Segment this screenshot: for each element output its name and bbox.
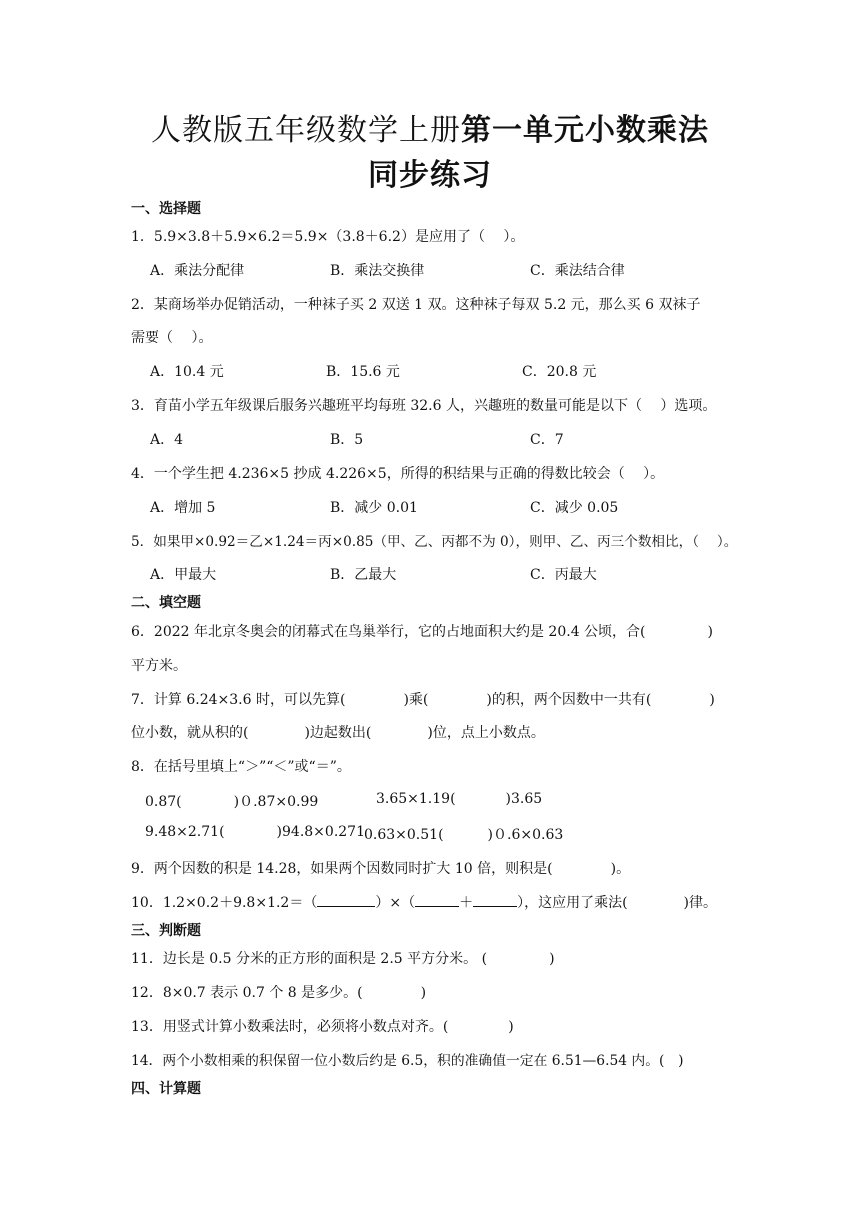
q12-close: ): [420, 985, 427, 1001]
q3-option-b: B．5: [330, 432, 364, 448]
question-2-line1: 2．某商场举办促销活动，一种袜子买 2 双送 1 双。这种袜子每双 5.2 元，那么买 6 双袜子: [131, 297, 701, 313]
q7-text-3: )的积，两个因数中一共有(: [486, 692, 652, 708]
q7-text-1: 7．计算 6.24×3.6 时，可以先算(: [131, 692, 346, 708]
q8-row1-left: [145, 791, 318, 811]
q1-option-b: B．乘法交换律: [330, 263, 425, 279]
q10-text-1: 10．1.2×0.2＋9.8×1.2＝（: [131, 895, 318, 911]
q2-option-b: B．15.6 元: [326, 364, 400, 380]
q10-blank-2[interactable]: [415, 892, 459, 907]
title-plain: 人教版五年级数学上册: [151, 113, 461, 148]
q8-row2-left: [145, 824, 365, 840]
q5-option-c: C．丙最大: [530, 567, 597, 583]
question-10: [131, 892, 717, 912]
q2-option-c: C．20.8 元: [522, 364, 597, 380]
q1-option-c: C．乘法结合律: [530, 263, 625, 279]
question-9: [131, 858, 630, 878]
page-subtitle: 同步练习: [368, 158, 492, 193]
q10-blank-1[interactable]: [317, 892, 375, 907]
q7-text-4: ): [709, 692, 715, 708]
section-heading-choice: 一、选择题: [131, 201, 201, 217]
q11-close: ): [549, 951, 555, 967]
section-heading-calc: 四、计算题: [131, 1081, 201, 1097]
q8-row1-right: [376, 791, 542, 807]
q8-r2a-rhs: )94.8×0.271: [276, 824, 365, 840]
q7-text-2: )乘(: [403, 692, 429, 708]
title-bold: 第一单元小数乘法: [461, 113, 709, 148]
question-6-line1: [131, 621, 713, 641]
q7-text-7: )位，点上小数点。: [427, 725, 545, 741]
question-7-line2: [131, 722, 545, 742]
question-12: [131, 982, 426, 1002]
q7-text-5: 位小数，就从积的(: [131, 725, 249, 741]
q9-close: )。: [610, 861, 631, 877]
q11-text: 11．边长是 0.5 分米的正方形的面积是 2.5 平方分米。 (: [131, 951, 488, 967]
question-5: 5．如果甲×0.92＝乙×1.24＝丙×0.85（甲、乙、丙都不为 0），则甲、乙、丙三个数相比，（ ）。: [131, 534, 738, 550]
question-11: [131, 948, 555, 968]
section-heading-fill: 二、填空题: [131, 595, 201, 611]
section-heading-judge: 三、判断题: [131, 923, 201, 939]
q8-row2-right: [364, 824, 563, 844]
q10-blank-3[interactable]: [473, 892, 517, 907]
q8-r1a-rhs: )０.87×0.99: [233, 794, 319, 810]
q8-r1b-expr: 3.65×1.19(: [376, 791, 456, 807]
q1-option-a: A．乘法分配律: [150, 263, 245, 279]
question-7-line1: [131, 689, 715, 709]
question-3: 3．育苗小学五年级课后服务兴趣班平均每班 32.6 人，兴趣班的数量可能是以下（ ）选项。: [131, 398, 717, 414]
q3-option-c: C．7: [530, 432, 564, 448]
page-title: [0, 105, 860, 149]
q8-r1a-expr: 0.87(: [145, 794, 182, 810]
question-4: 4．一个学生把 4.236×5 抄成 4.226×5，所得的积结果与正确的得数比较会（ ）。: [131, 466, 665, 482]
question-13: [131, 1016, 514, 1036]
q4-option-c: C．减少 0.05: [530, 500, 619, 516]
q7-text-6: )边起数出(: [304, 725, 372, 741]
q4-option-a: A．增加 5: [150, 500, 216, 516]
q4-option-b: B．减少 0.01: [330, 500, 418, 516]
q10-plus: ＋: [459, 895, 474, 911]
q5-option-b: B．乙最大: [330, 567, 397, 583]
q10-text-2: ）×（: [375, 895, 416, 911]
q2-option-a: A．10.4 元: [150, 364, 224, 380]
q6-text: 6．2022 年北京冬奥会的闭幕式在鸟巢举行，它的占地面积大约是 20.4 公顷，合(: [131, 624, 646, 640]
question-8: 8．在括号里填上“＞”“＜”或“＝”。: [131, 759, 351, 775]
q5-option-a: A．甲最大: [150, 567, 217, 583]
q6-close: ): [707, 624, 713, 640]
q13-close: ): [508, 1019, 514, 1035]
question-2-line2: 需要（ ）。: [131, 330, 213, 346]
question-14: 14．两个小数相乘的积保留一位小数后约是 6.5，积的准确值一定在 6.51—6.54 内。( ): [131, 1053, 684, 1069]
question-1: 1．5.9×3.8＋5.9×6.2＝5.9×（3.8＋6.2）是应用了（ ）。: [131, 229, 525, 245]
q3-option-a: A．4: [150, 432, 184, 448]
q13-text: 13．用竖式计算小数乘法时，必须将小数点对齐。(: [131, 1019, 449, 1035]
q12-text: 12．8×0.7 表示 0.7 个 8 是多少。(: [131, 985, 363, 1001]
q9-text: 9．两个因数的积是 14.28，如果两个因数同时扩大 10 倍，则积是(: [131, 861, 553, 877]
question-6-line2: 平方米。: [131, 658, 187, 674]
q8-r2b-rhs: )０.6×0.63: [487, 827, 564, 843]
q10-text-4: )律。: [683, 895, 718, 911]
q8-r2a-expr: 9.48×2.71(: [145, 824, 225, 840]
q10-text-3: ），这应用了乘法(: [517, 895, 628, 911]
q8-r2b-expr: 0.63×0.51(: [364, 827, 444, 843]
q8-r1b-rhs: )3.65: [505, 791, 543, 807]
